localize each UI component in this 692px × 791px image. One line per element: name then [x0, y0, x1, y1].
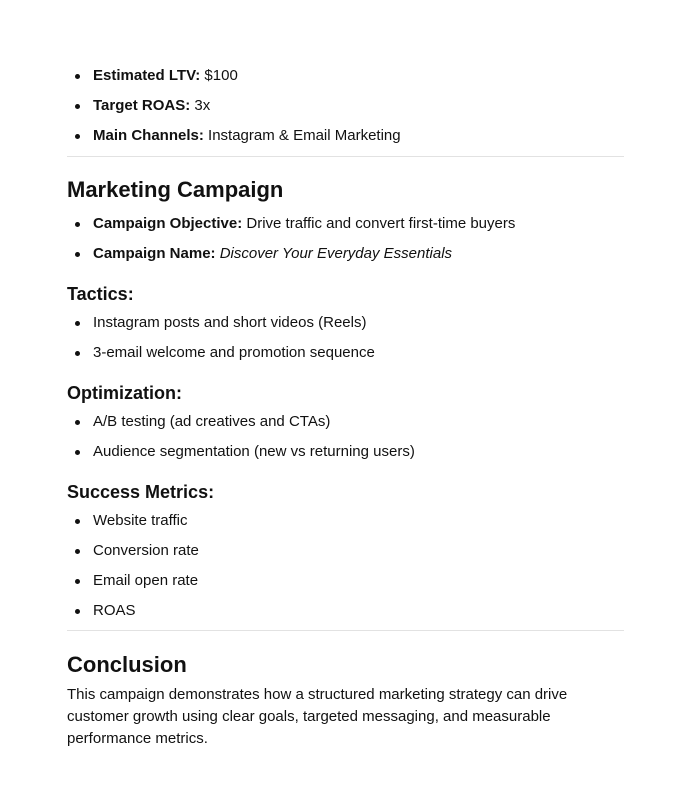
- campaign-list: [67, 215, 624, 263]
- list-item: Conversion rate: [67, 542, 624, 560]
- subheading-success-metrics: Success Metrics:: [67, 482, 215, 502]
- item-label: Campaign Objective:: [93, 215, 243, 232]
- list-item: A/B testing (ad creatives and CTAs): [67, 413, 624, 431]
- list-item: Audience segmentation (new vs returning users): [67, 443, 624, 461]
- item-label: Main Channels:: [93, 127, 204, 144]
- tactics-list: [67, 314, 624, 362]
- conclusion-paragraph: This campaign demonstrates how a structured marketing strategy can drive customer growth using clear goals, targeted messaging, and measurable performance metrics.: [67, 686, 568, 747]
- success-metrics-list: [67, 512, 624, 620]
- list-item: [67, 67, 624, 85]
- kpi-list: [67, 67, 624, 145]
- item-label: Target ROAS:: [93, 97, 191, 114]
- item-value: Discover Your Everyday Essentials: [219, 245, 453, 262]
- list-item: Instagram posts and short videos (Reels): [67, 314, 624, 332]
- list-item: ROAS: [67, 602, 624, 620]
- item-label: Estimated LTV:: [93, 67, 201, 84]
- item-value: $100: [204, 67, 238, 84]
- optimization-list: [67, 413, 624, 461]
- list-item: [67, 127, 624, 145]
- section-heading-conclusion: Conclusion: [67, 652, 187, 677]
- list-item: [67, 245, 624, 263]
- item-value: Drive traffic and convert first-time buyers: [246, 215, 516, 232]
- subheading-tactics: Tactics:: [67, 284, 134, 304]
- list-item: Website traffic: [67, 512, 624, 530]
- item-value: 3x: [194, 97, 211, 114]
- list-item: [67, 97, 624, 115]
- item-label: Campaign Name:: [93, 245, 216, 262]
- list-item: Email open rate: [67, 572, 624, 590]
- item-value: Instagram & Email Marketing: [208, 127, 401, 144]
- list-item: [67, 215, 624, 233]
- section-heading-marketing-campaign: Marketing Campaign: [67, 177, 284, 202]
- list-item: 3-email welcome and promotion sequence: [67, 344, 624, 362]
- subheading-optimization: Optimization:: [67, 383, 182, 403]
